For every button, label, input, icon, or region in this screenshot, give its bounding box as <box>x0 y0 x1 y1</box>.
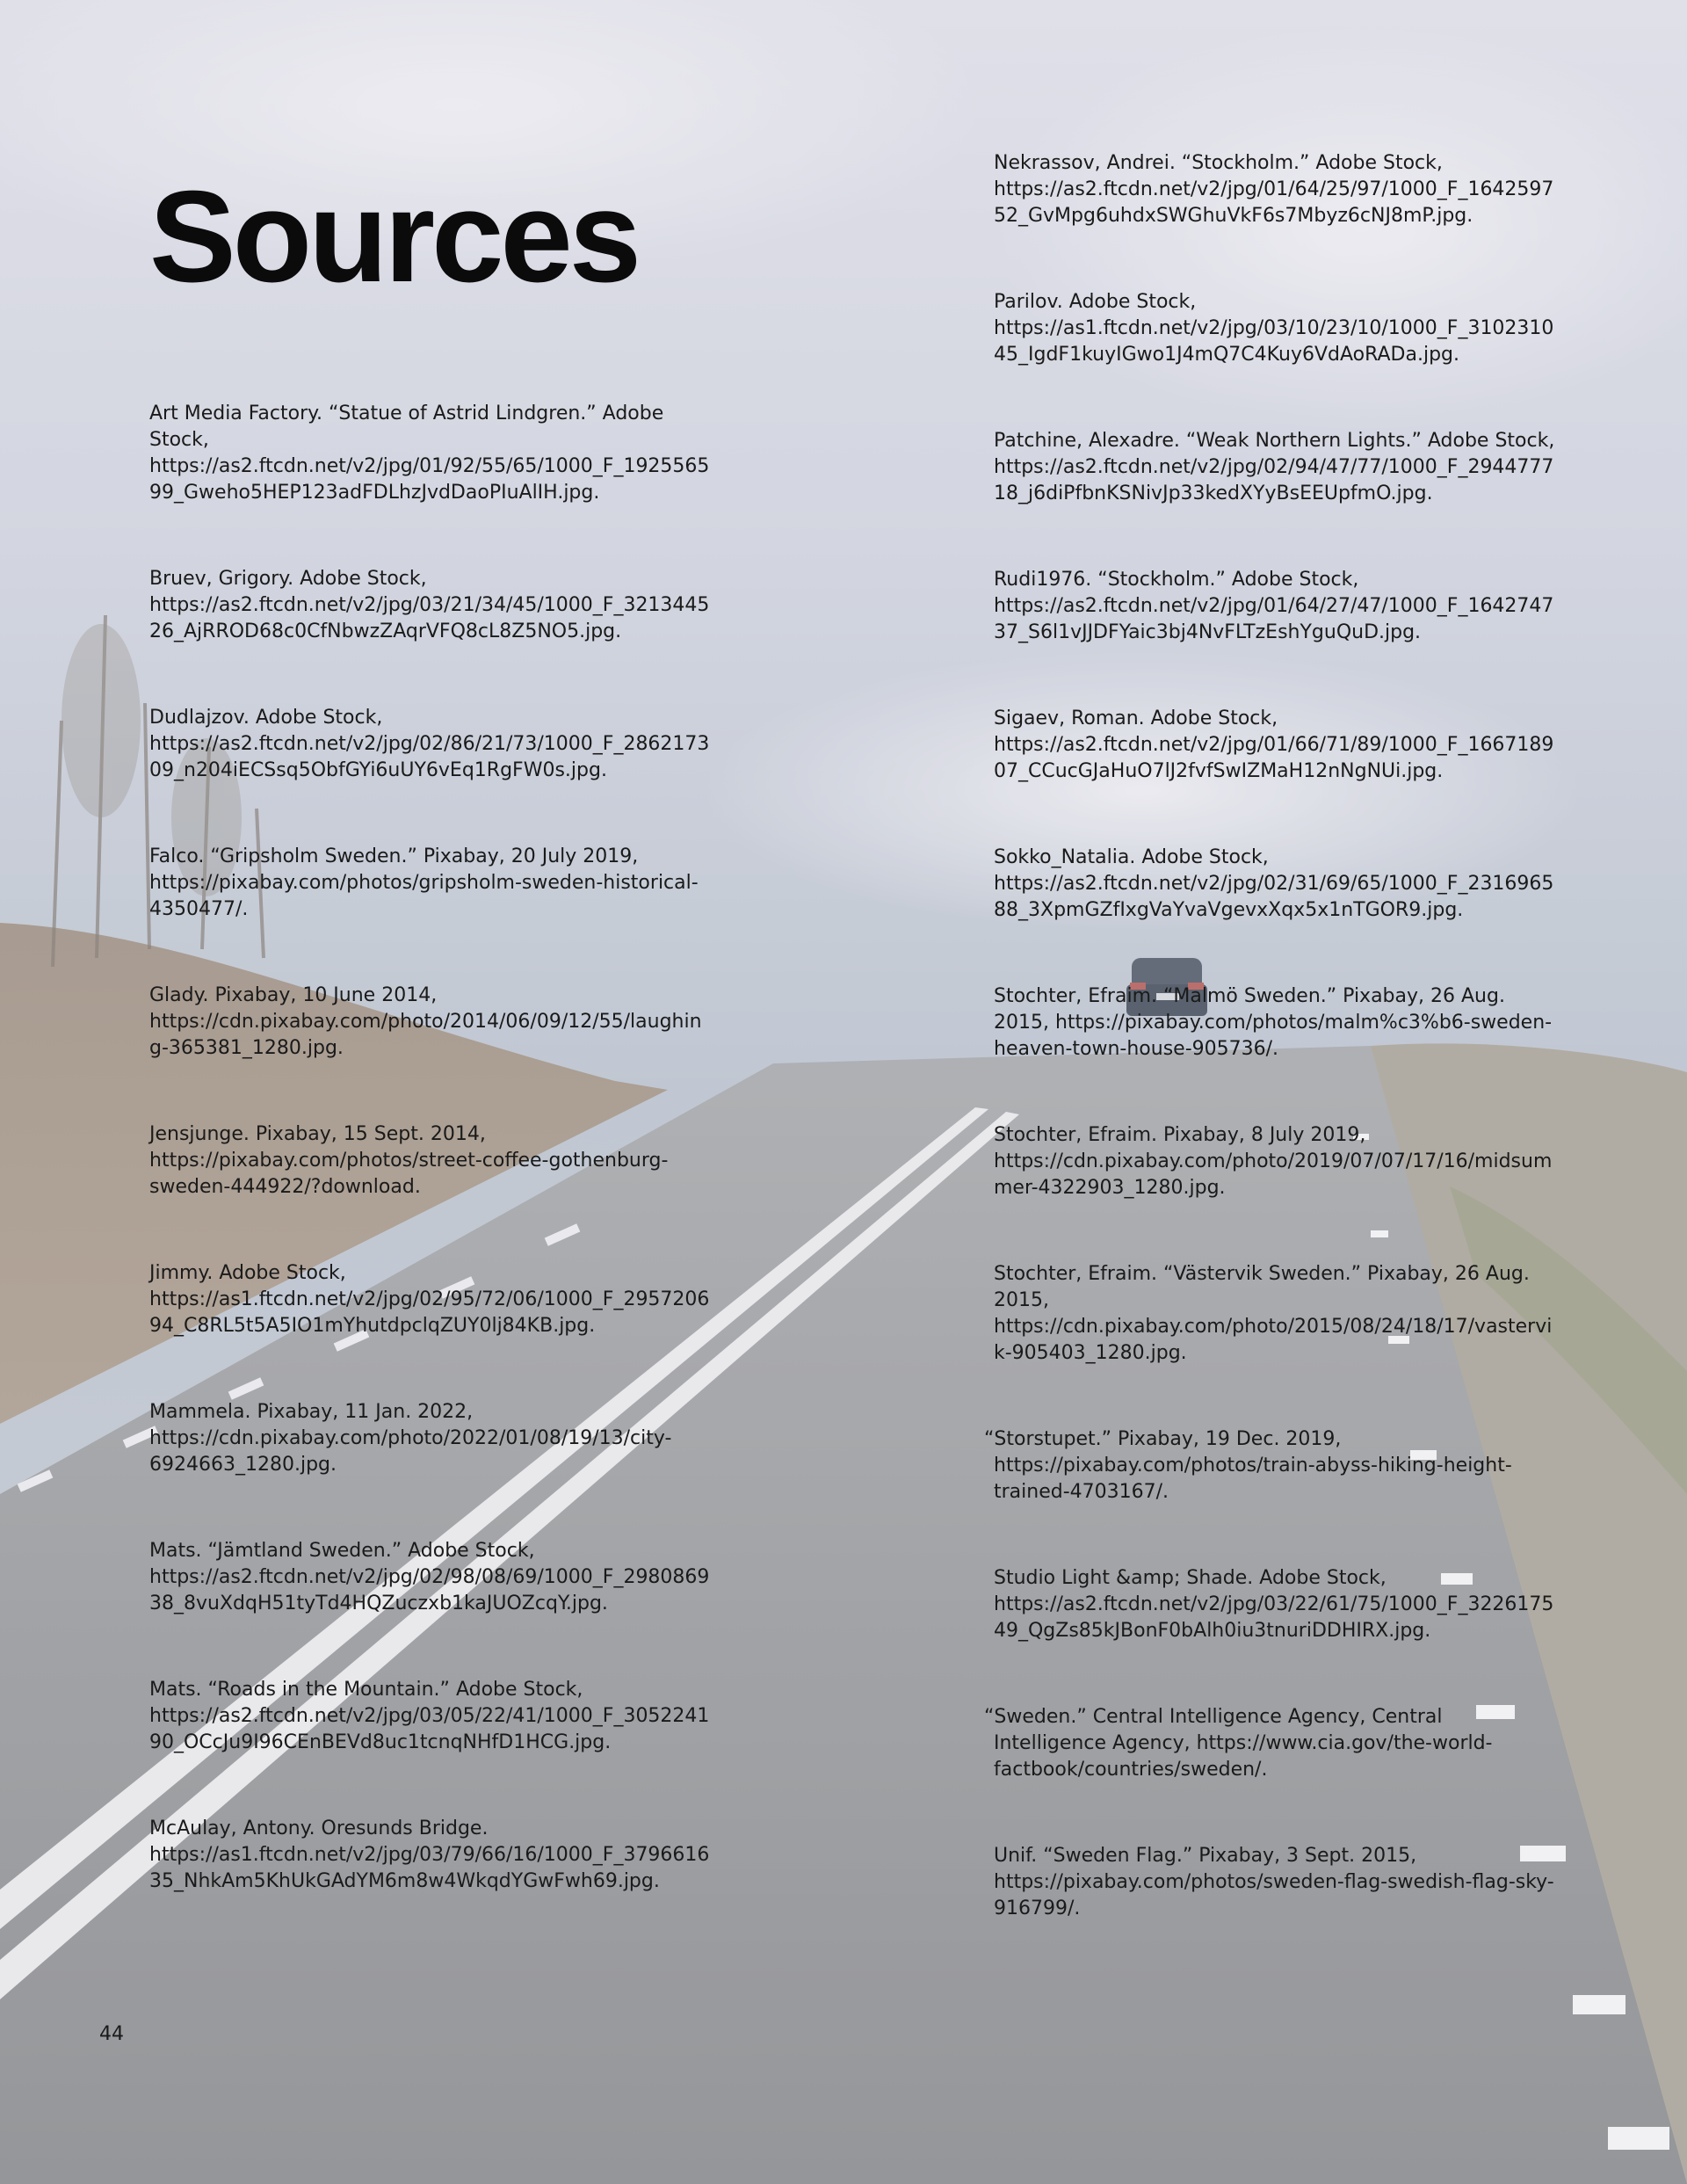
source-entry: Patchine, Alexadre. “Weak Northern Lights.” Adobe Stock, https://as2.ftcdn.net/v2/jpg/02/94/47/77/1000_F_294477718_j6diPfbnKSNivJp33kedXYyBsEEUpfmO.jpg. <box>994 430 1555 504</box>
source-entry: Parilov. Adobe Stock, https://as1.ftcdn.net/v2/jpg/03/10/23/10/1000_F_310231045_IgdF1kuyIGwo1J4mQ7C4Kuy6VdAoRADa.jpg. <box>994 291 1554 366</box>
source-entry: Dudlajzov. Adobe Stock, https://as2.ftcdn.net/v2/jpg/02/86/21/73/1000_F_286217309_n204iECSsq5ObfGYi6uUY6vEq1RgFW0s.jpg. <box>149 707 710 781</box>
source-entry: Studio Light &amp; Shade. Adobe Stock, https://as2.ftcdn.net/v2/jpg/03/22/61/75/1000_F_322617549_QgZs85kJBonF0bAlh0iu3tnuriDDHIRX.jpg. <box>994 1567 1554 1642</box>
source-entry: Falco. “Gripsholm Sweden.” Pixabay, 20 July 2019, https://pixabay.com/photos/gripsholm-sweden-historical-4350477/. <box>149 845 699 920</box>
source-entry: Art Media Factory. “Statue of Astrid Lindgren.” Adobe Stock, https://as2.ftcdn.net/v2/jpg/01/92/55/65/1000_F_192556599_Gweho5HEP123adFDLhzJvdDaoPIuAlIH.jpg. <box>149 403 710 504</box>
source-entry: Stochter, Efraim. Pixabay, 8 July 2019, https://cdn.pixabay.com/photo/2019/07/07/17/16/midsummer-4322903_1280.jpg. <box>994 1124 1553 1199</box>
source-entry: Mats. “Roads in the Mountain.” Adobe Stock, https://as2.ftcdn.net/v2/jpg/03/05/22/41/1000_F_305224190_OCcJu9I96CEnBEVd8uc1tcnqNHfD1HCG.jpg. <box>149 1679 710 1753</box>
sources-list-left <box>149 401 712 1955</box>
source-entry: Bruev, Grigory. Adobe Stock, https://as2.ftcdn.net/v2/jpg/03/21/34/45/1000_F_321344526_AjRROD68c0CfNbwzZAqrVFQ8cL8Z5NO5.jpg. <box>149 568 710 642</box>
page-title: Sources <box>149 164 639 309</box>
source-entry: Jimmy. Adobe Stock, https://as1.ftcdn.net/v2/jpg/02/95/72/06/1000_F_295720694_C8RL5t5A5IO1mYhutdpclqZUY0lj84KB.jpg. <box>149 1262 710 1337</box>
page-number: 44 <box>99 2023 124 2045</box>
source-entry: Stochter, Efraim. “Västervik Sweden.” Pixabay, 26 Aug. 2015, https://cdn.pixabay.com/photo/2015/08/24/18/17/vastervik-905403_1280.jpg. <box>994 1263 1553 1364</box>
sources-list-right <box>984 150 1556 1982</box>
source-entry: Mats. “Jämtland Sweden.” Adobe Stock, https://as2.ftcdn.net/v2/jpg/02/98/08/69/1000_F_298086938_8vuXdqH51tyTd4HQZuczxb1kaJUOZcqY.jpg. <box>149 1540 710 1614</box>
source-entry: Unif. “Sweden Flag.” Pixabay, 3 Sept. 2015, https://pixabay.com/photos/sweden-flag-swedish-flag-sky-916799/. <box>994 1845 1554 1919</box>
source-entry: Jensjunge. Pixabay, 15 Sept. 2014, https://pixabay.com/photos/street-coffee-gothenburg-sweden-444922/?download. <box>149 1123 669 1198</box>
source-entry: Sokko_Natalia. Adobe Stock, https://as2.ftcdn.net/v2/jpg/02/31/69/65/1000_F_231696588_3XpmGZfIxgVaYvaVgevxXqx5x1nTGOR9.jpg. <box>994 846 1554 921</box>
source-entry: McAulay, Antony. Oresunds Bridge. https://as1.ftcdn.net/v2/jpg/03/79/66/16/1000_F_379661635_NhkAm5KhUkGAdYM6m8w4WkqdYGwFwh69.jpg. <box>149 1818 710 1892</box>
source-entry: Sigaev, Roman. Adobe Stock, https://as2.ftcdn.net/v2/jpg/01/66/71/89/1000_F_166718907_CCucGJaHuO7lJ2fvfSwIZMaH12nNgNUi.jpg. <box>994 707 1554 782</box>
source-entry: Mammela. Pixabay, 11 Jan. 2022, https://cdn.pixabay.com/photo/2022/01/08/19/13/city-6924663_1280.jpg. <box>149 1401 672 1476</box>
source-entry: Rudi1976. “Stockholm.” Adobe Stock, https://as2.ftcdn.net/v2/jpg/01/64/27/47/1000_F_164274737_S6l1vJJDFYaic3bj4NvFLTzEshYguQuD.jpg. <box>994 569 1554 643</box>
source-entry: Stochter, Efraim. “Malmö Sweden.” Pixabay, 26 Aug. 2015, https://pixabay.com/photos/malm%c3%b6-sweden-heaven-town-house-905736/. <box>994 985 1553 1060</box>
source-entry: Nekrassov, Andrei. “Stockholm.” Adobe Stock, https://as2.ftcdn.net/v2/jpg/01/64/25/97/1000_F_164259752_GvMpg6uhdxSWGhuVkF6s7Mbyz6cNJ8mP.jpg. <box>994 152 1554 227</box>
source-entry: “Storstupet.” Pixabay, 19 Dec. 2019, https://pixabay.com/photos/train-abyss-hiking-height-trained-4703167/. <box>984 1428 1512 1503</box>
source-entry: Glady. Pixabay, 10 June 2014, https://cdn.pixabay.com/photo/2014/06/09/12/55/laughing-365381_1280.jpg. <box>149 984 702 1059</box>
source-entry: “Sweden.” Central Intelligence Agency, Central Intelligence Agency, https://www.cia.gov/the-world-factbook/countries/sweden/. <box>984 1706 1493 1781</box>
